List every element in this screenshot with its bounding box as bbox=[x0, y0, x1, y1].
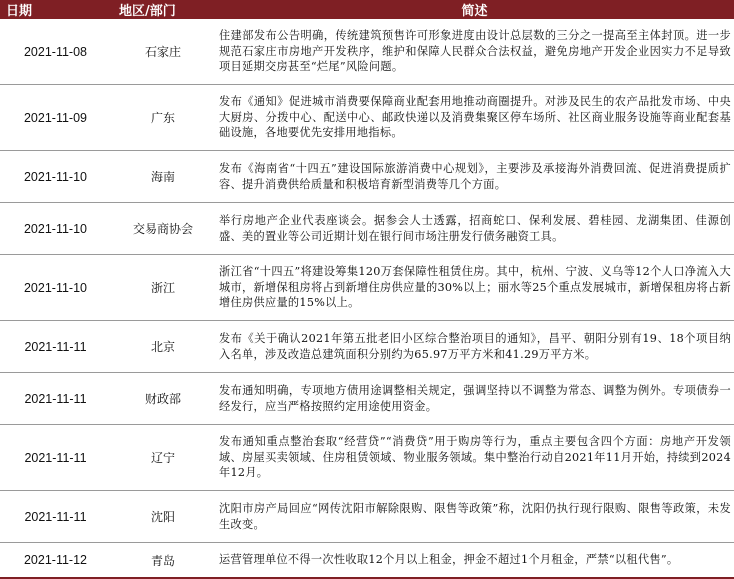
row-summary: 发布通知重点整治套取“经营贷”“消费贷”用于购房等行为，重点主要包含四个方面：房地产开发领域、房屋买卖领域、住房租赁领域、物业服务领域。集中整治行动自2021年11月开始，持续到2024年12月。 bbox=[215, 425, 734, 491]
row-date: 2021-11-11 bbox=[0, 321, 111, 373]
row-summary: 发布《关于确认2021年第五批老旧小区综合整治项目的通知》，昌平、朝阳分别有19、18个项目纳入名单，涉及改造总建筑面积分别约为65.97万平方米和41.29万平方米。 bbox=[215, 321, 734, 373]
table-row bbox=[0, 255, 734, 321]
row-summary: 发布通知明确，专项地方债用途调整相关规定，强调坚持以不调整为常态、调整为例外。专项债券一经发行，应当严格按照约定用途使用资金。 bbox=[215, 373, 734, 425]
table-row bbox=[0, 19, 734, 85]
header-summary: 简述 bbox=[215, 0, 734, 19]
table-row bbox=[0, 85, 734, 151]
row-date: 2021-11-11 bbox=[0, 373, 111, 425]
row-date: 2021-11-10 bbox=[0, 203, 111, 255]
table-row bbox=[0, 425, 734, 491]
row-region: 海南 bbox=[111, 151, 215, 203]
row-region: 交易商协会 bbox=[111, 203, 215, 255]
row-summary: 发布《海南省“十四五”建设国际旅游消费中心规划》，主要涉及承接海外消费回流、促进消费提质扩容、提升消费供给质量和积极培育新型消费等几个方面。 bbox=[215, 151, 734, 203]
table-header-row bbox=[0, 0, 734, 19]
row-date: 2021-11-10 bbox=[0, 255, 111, 321]
row-summary: 浙江省“十四五”将建设筹集120万套保障性租赁住房。其中，杭州、宁波、义乌等12个人口净流入大城市，新增保租房将占到新增住房供应量的30%以上；丽水等25个重点发展城市，新增保租房将占新增住房供应量的15%以上。 bbox=[215, 255, 734, 321]
row-region: 石家庄 bbox=[111, 19, 215, 85]
row-summary: 住建部发布公告明确，传统建筑预售许可形象进度由设计总层数的三分之一提高至主体封顶。进一步规范石家庄市房地产开发秩序，维护和保障人民群众合法权益，避免房地产开发企业因实力不足导致项目延期交房甚至“烂尾”风险问题。 bbox=[215, 19, 734, 85]
row-summary: 举行房地产企业代表座谈会。据参会人士透露，招商蛇口、保利发展、碧桂园、龙湖集团、佳源创盛、美的置业等公司近期计划在银行间市场注册发行债务融资工具。 bbox=[215, 203, 734, 255]
row-date: 2021-11-11 bbox=[0, 425, 111, 491]
table-row bbox=[0, 373, 734, 425]
row-summary: 运营管理单位不得一次性收取12个月以上租金，押金不超过1个月租金，严禁“以租代售”。 bbox=[215, 543, 734, 579]
row-date: 2021-11-10 bbox=[0, 151, 111, 203]
row-region: 辽宁 bbox=[111, 425, 215, 491]
table-row bbox=[0, 543, 734, 579]
row-summary: 发布《通知》促进城市消费要保障商业配套用地推动商圈提升。对涉及民生的农产品批发市场、中央大厨房、分拨中心、配送中心、邮政快递以及消费集聚区停车场所、社区商业服务设施等商业配套基础设施，各地要优先安排用地指标。 bbox=[215, 85, 734, 151]
row-region: 北京 bbox=[111, 321, 215, 373]
table-row bbox=[0, 203, 734, 255]
table-row bbox=[0, 491, 734, 543]
row-region: 青岛 bbox=[111, 543, 215, 579]
row-date: 2021-11-12 bbox=[0, 543, 111, 579]
row-region: 财政部 bbox=[111, 373, 215, 425]
table-row bbox=[0, 151, 734, 203]
row-date: 2021-11-11 bbox=[0, 491, 111, 543]
table-row bbox=[0, 321, 734, 373]
row-date: 2021-11-08 bbox=[0, 19, 111, 85]
row-region: 浙江 bbox=[111, 255, 215, 321]
row-region: 沈阳 bbox=[111, 491, 215, 543]
header-region: 地区/部门 bbox=[111, 0, 215, 19]
row-summary: 沈阳市房产局回应“网传沈阳市解除限购、限售等政策”称，沈阳仍执行现行限购、限售等政策，未发生改变。 bbox=[215, 491, 734, 543]
header-date: 日期 bbox=[0, 0, 111, 19]
row-region: 广东 bbox=[111, 85, 215, 151]
row-date: 2021-11-09 bbox=[0, 85, 111, 151]
